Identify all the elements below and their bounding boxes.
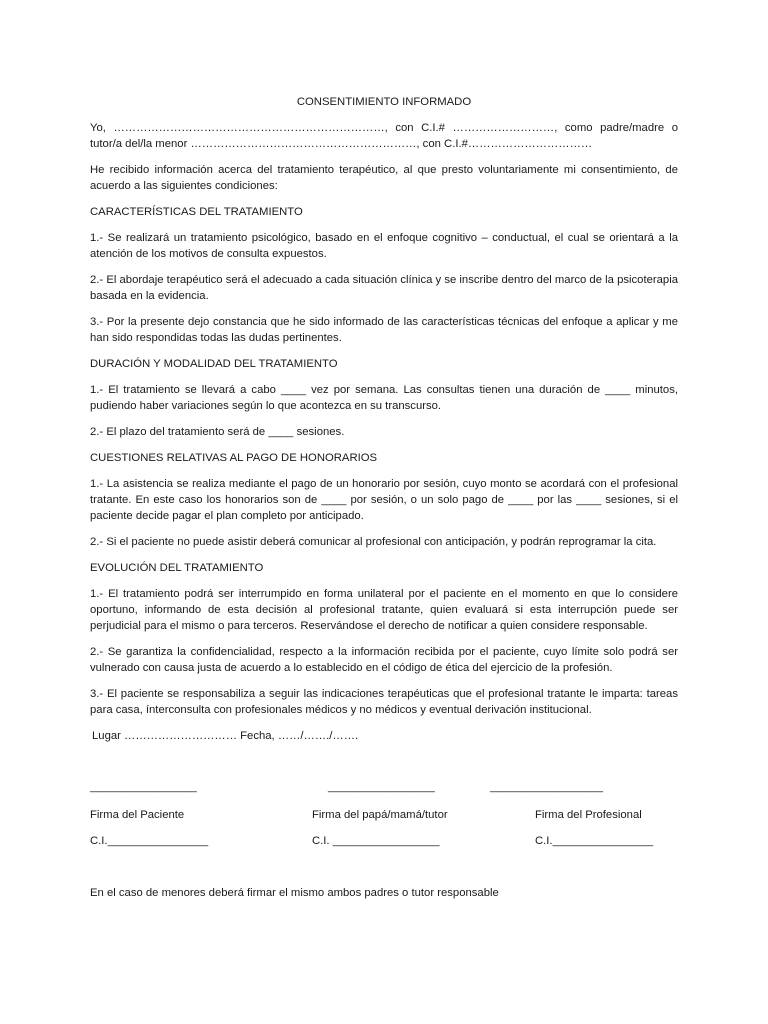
section-heading-fees: CUESTIONES RELATIVAS AL PAGO DE HONORARIOS [90,452,378,464]
patient-signature-label: Firma del Paciente [90,809,185,821]
signature-ci-fields [90,833,678,849]
preamble-paragraph: He recibido información acerca del tratamiento terapéutico, al que presto voluntariamente mi consentimiento, de acuerdo a las siguientes condiciones: [90,164,678,192]
parent-ci-field: C.I. _________________ [312,835,440,847]
duration-item-2: 2.- El plazo del tratamiento será de ____ sesiones. [90,426,345,438]
characteristics-item-1: 1.- Se realizará un tratamiento psicológico, basado en el enfoque cognitivo – conductual, el cual se orientará a la atención de los motivos de consulta expuestos. [90,232,678,260]
characteristics-item-3: 3.- Por la presente dejo constancia que he sido informado de las características técnicas del enfoque a aplicar y me han sido respondidas todas las dudas pertinentes. [90,316,678,344]
evolution-item-1: 1.- El tratamiento podrá ser interrumpido en forma unilateral por el paciente en el momento en que lo considere oportuno, informando de esta decisión al profesional tratante, quien evaluará si esta interrupción puede ser perjudicial para el mismo o para terceros. Reservándose el derecho de notificar a quien considere responsable. [90,588,678,632]
professional-ci-field: C.I.________________ [535,835,654,847]
section-heading-duration: DURACIÓN Y MODALIDAD DEL TRATAMIENTO [90,358,338,370]
place-date-line: Lugar ………………………… Fecha, ……/……./……. [92,730,359,742]
intro-paragraph: Yo, ………………………………………………………………, con C.I.# ………………………, como padre/madre o tutor/a del/la menor ……………………………………………………, con C.I.#…………………………… [90,122,678,150]
consent-form-document [90,94,678,899]
professional-signature-line: __________________ [490,781,604,793]
evolution-item-2: 2.- Se garantiza la confidencialidad, respecto a la información recibida por el paciente, cuyo límite solo podrá ser vulnerado con causa justa de acuerdo a lo establecido en el código de ética del ejercicio de la profesión. [90,646,678,674]
characteristics-item-2: 2.- El abordaje terapéutico será el adecuado a cada situación clínica y se inscribe dentro del marco de la psicoterapia basada en la evidencia. [90,274,678,302]
evolution-item-3: 3.- El paciente se responsabiliza a seguir las indicaciones terapéuticas que el profesional tratante le imparta: tareas para casa, ínterconsulta con profesionales médicos y no médicos y eventual derivación institucional. [90,688,678,716]
document-title: CONSENTIMIENTO INFORMADO [296,96,472,108]
parent-signature-line: _________________ [328,781,435,793]
patient-ci-field: C.I.________________ [90,835,209,847]
fees-item-1: 1.- La asistencia se realiza mediante el pago de un honorario por sesión, cuyo monto se acordará con el profesional tratante. En este caso los honorarios son de ____ por sesión, o un solo pago de ____ por las ____ sesiones, si el paciente decide pagar el plan completo por anticipado. [90,478,678,522]
footer-note: En el caso de menores deberá firmar el mismo ambos padres o tutor responsable [90,887,499,899]
signature-labels [90,807,678,823]
patient-signature-line: _________________ [90,781,197,793]
duration-item-1: 1.- El tratamiento se llevará a cabo ____ vez por semana. Las consultas tienen una duración de ____ minutos, pudiendo haber variaciones según lo que acontezca en su transcurso. [90,384,678,412]
fees-item-2: 2.- Si el paciente no puede asistir deberá comunicar al profesional con anticipación, y podrán reprogramar la cita. [90,536,657,548]
professional-signature-label: Firma del Profesional [535,809,642,821]
section-heading-evolution: EVOLUCIÓN DEL TRATAMIENTO [90,562,264,574]
signature-lines [90,779,678,795]
section-heading-characteristics: CARACTERÍSTICAS DEL TRATAMIENTO [90,206,303,218]
parent-signature-label: Firma del papá/mamá/tutor [312,809,448,821]
